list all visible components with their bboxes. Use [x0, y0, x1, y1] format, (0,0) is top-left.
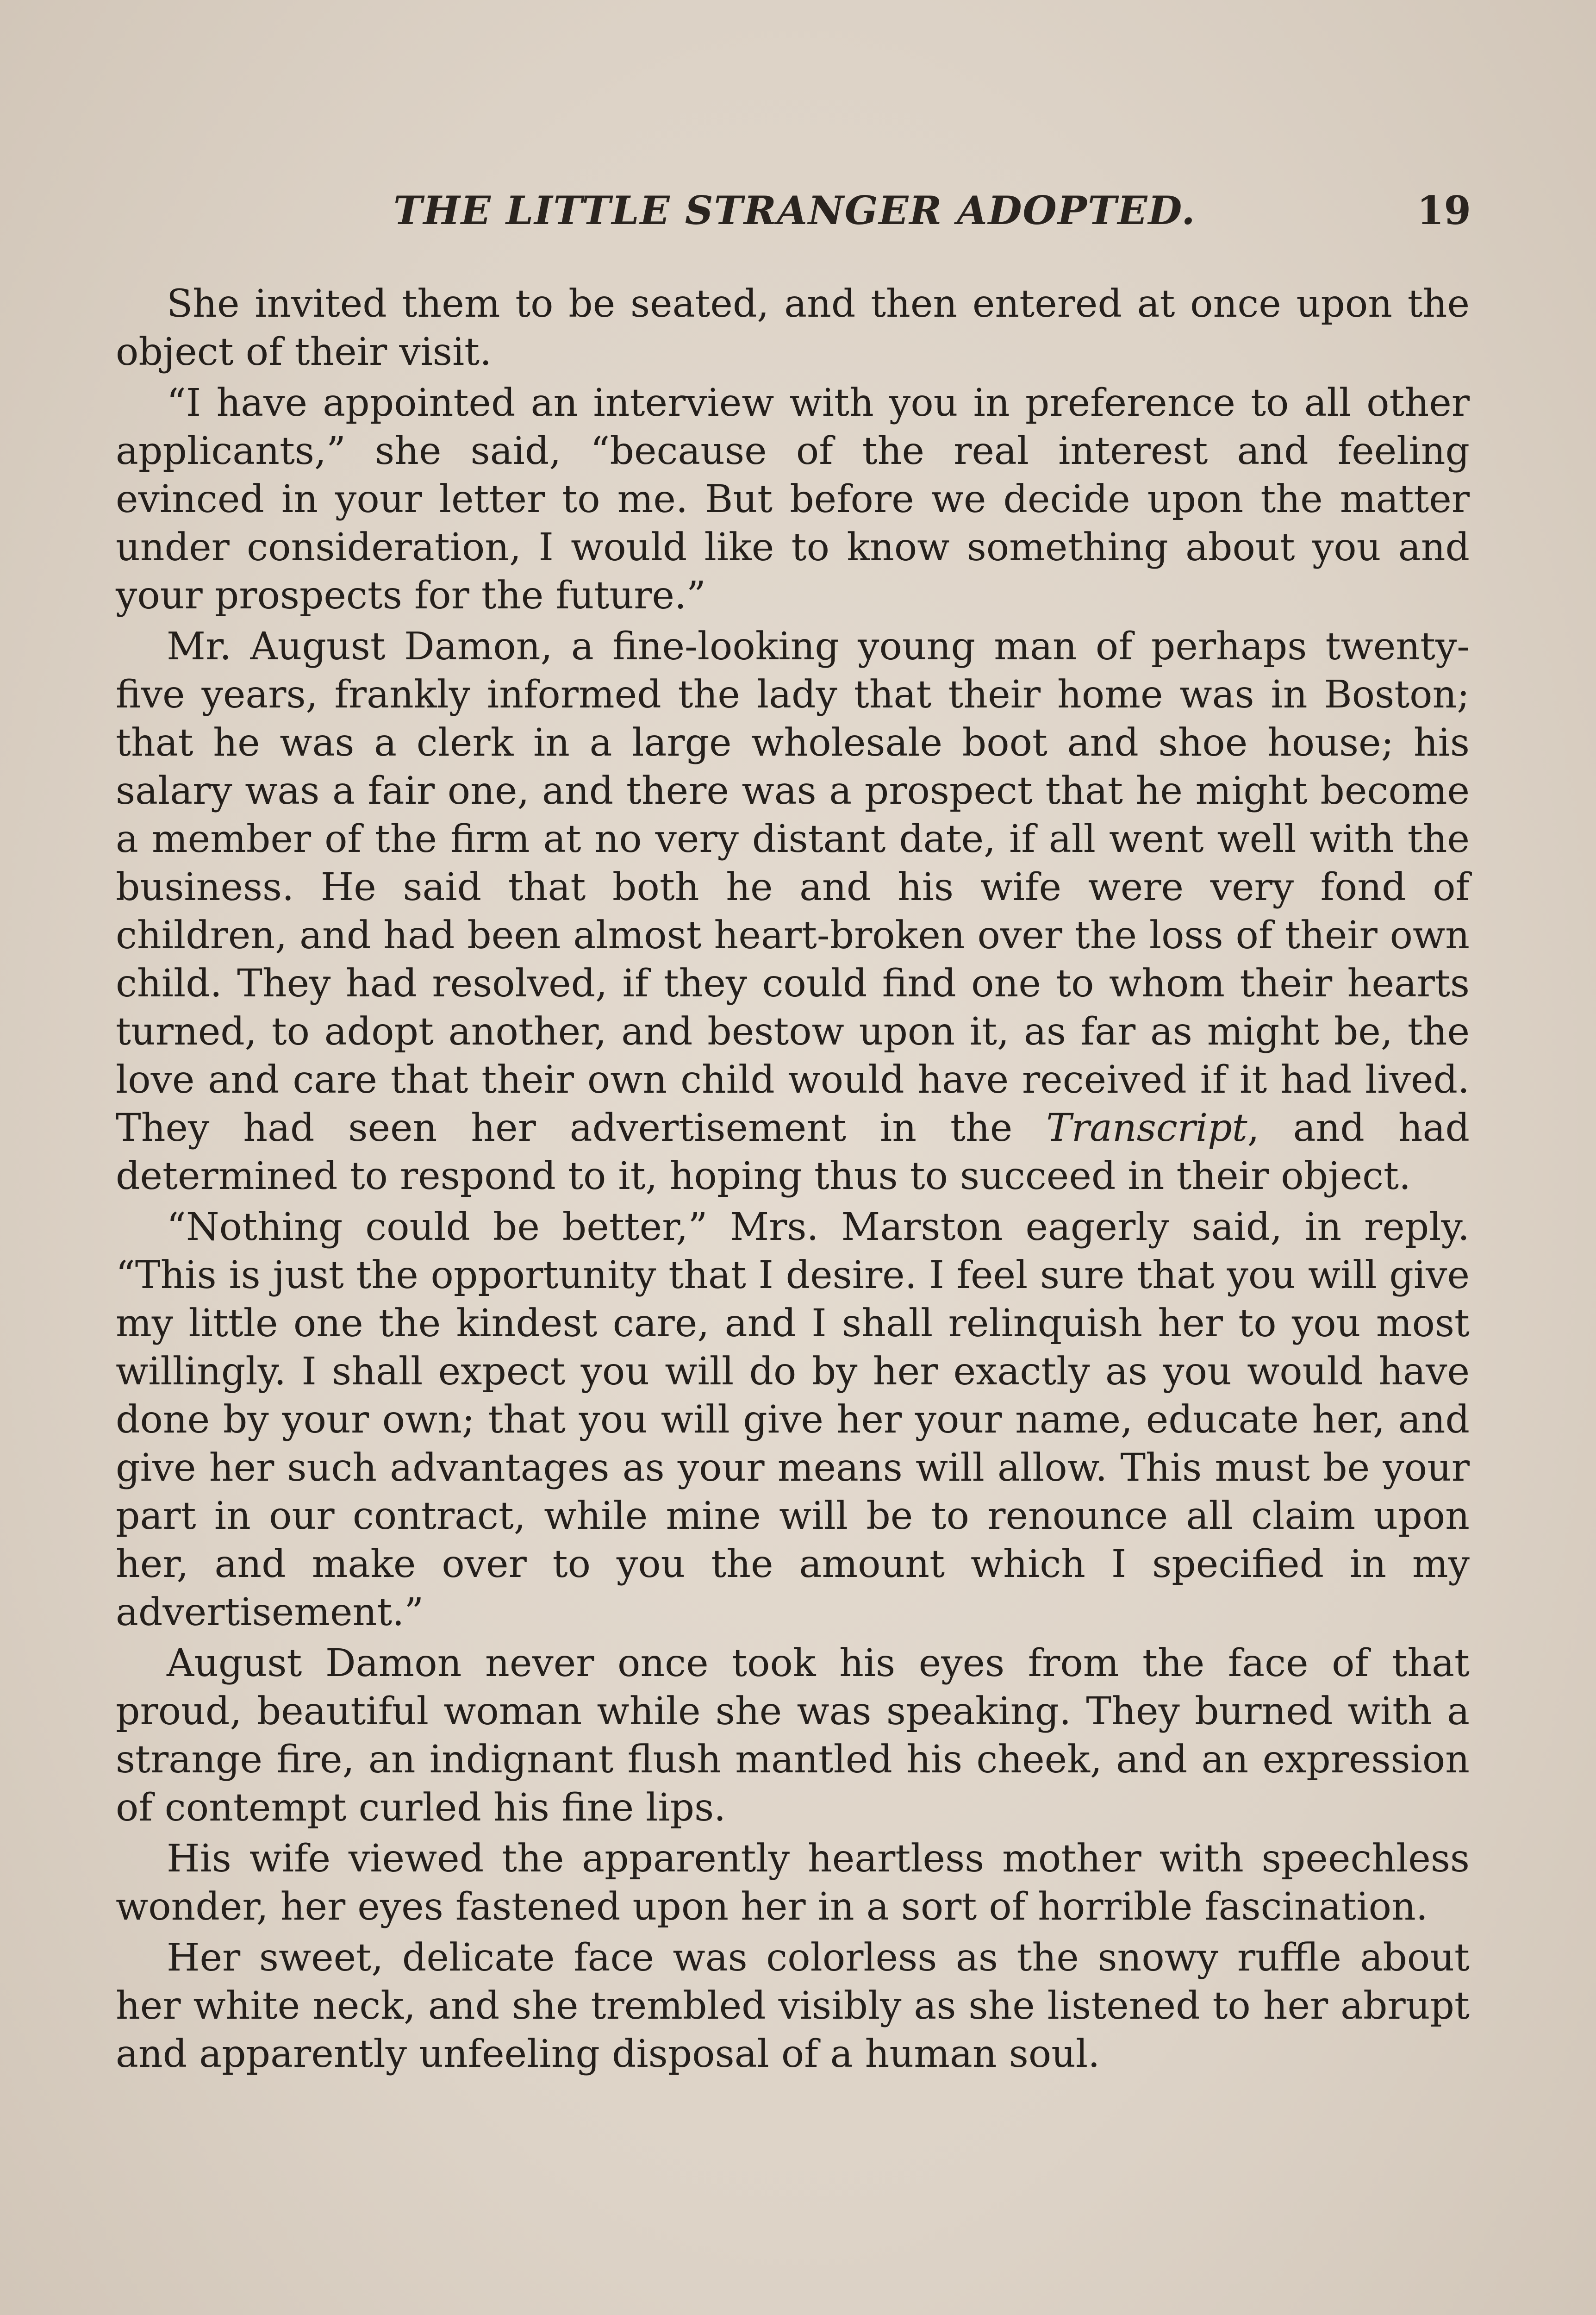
paragraph: His wife viewed the apparently heartless mother with speechless wonder, her eyes fastened upon her in a sort of horrible fascination. — [116, 1837, 1470, 1929]
running-title: THE LITTLE STRANGER ADOPTED. — [393, 188, 1196, 233]
paragraph-text: , and had determined to respond to it, hoping thus to succeed in their object. — [116, 1106, 1470, 1198]
page-number: 19 — [1417, 188, 1471, 233]
paragraph: August Damon never once took his eyes from the face of that proud, beautiful woman while she was speaking. They burned with a strange fire, an indignant flush mantled his cheek, and an expression of contempt curled his fine lips. — [116, 1641, 1470, 1830]
paragraph-text: Mr. August Damon, a fine-looking young man of perhaps twenty-five years, frankly informed the lady that their home was in Boston; that he was a clerk in a large wholesale boot and shoe house; his salary was a fair one, and there was a prospect that he might become a member of the firm at no very distant date, if all went well with the business. He said that both he and his wife were very fond of children, and had been almost heart-broken over the loss of their own child. They had resolved, if they could find one to whom their hearts turned, to adopt another, and bestow upon it, as far as might be, the love and care that their own child would have received if it had lived. They had seen her advertisement in the — [116, 625, 1470, 1150]
newspaper-title: Transcript — [1046, 1106, 1247, 1150]
page-header — [116, 188, 1477, 238]
body-text — [116, 280, 1470, 2081]
paragraph: She invited them to be seated, and then entered at once upon the object of their visit. — [116, 282, 1470, 374]
paragraph — [116, 623, 1470, 1201]
paragraph: “Nothing could be better,” Mrs. Marston eagerly said, in reply. “This is just the opportunity that I desire. I feel sure that you will give my little one the kindest care, and I shall relinquish her to you most willingly. I shall expect you will do by her exactly as you would have done by your own; that you will give her your name, educate her, and give her such advantages as your means will allow. This must be your part in our contract, while mine will be to renounce all claim upon her, and make over to you the amount which I specified in my advertisement.” — [116, 1205, 1470, 1634]
paragraph: “I have appointed an interview with you in preference to all other applicants,” she said, “because of the real interest and feeling evinced in your letter to me. But before we decide upon the matter under consideration, I would like to know something about you and your prospects for the future.” — [116, 381, 1470, 618]
paragraph: Her sweet, delicate face was colorless as the snowy ruffle about her white neck, and she trembled visibly as she listened to her abrupt and apparently unfeeling disposal of a human soul. — [116, 1936, 1470, 2076]
